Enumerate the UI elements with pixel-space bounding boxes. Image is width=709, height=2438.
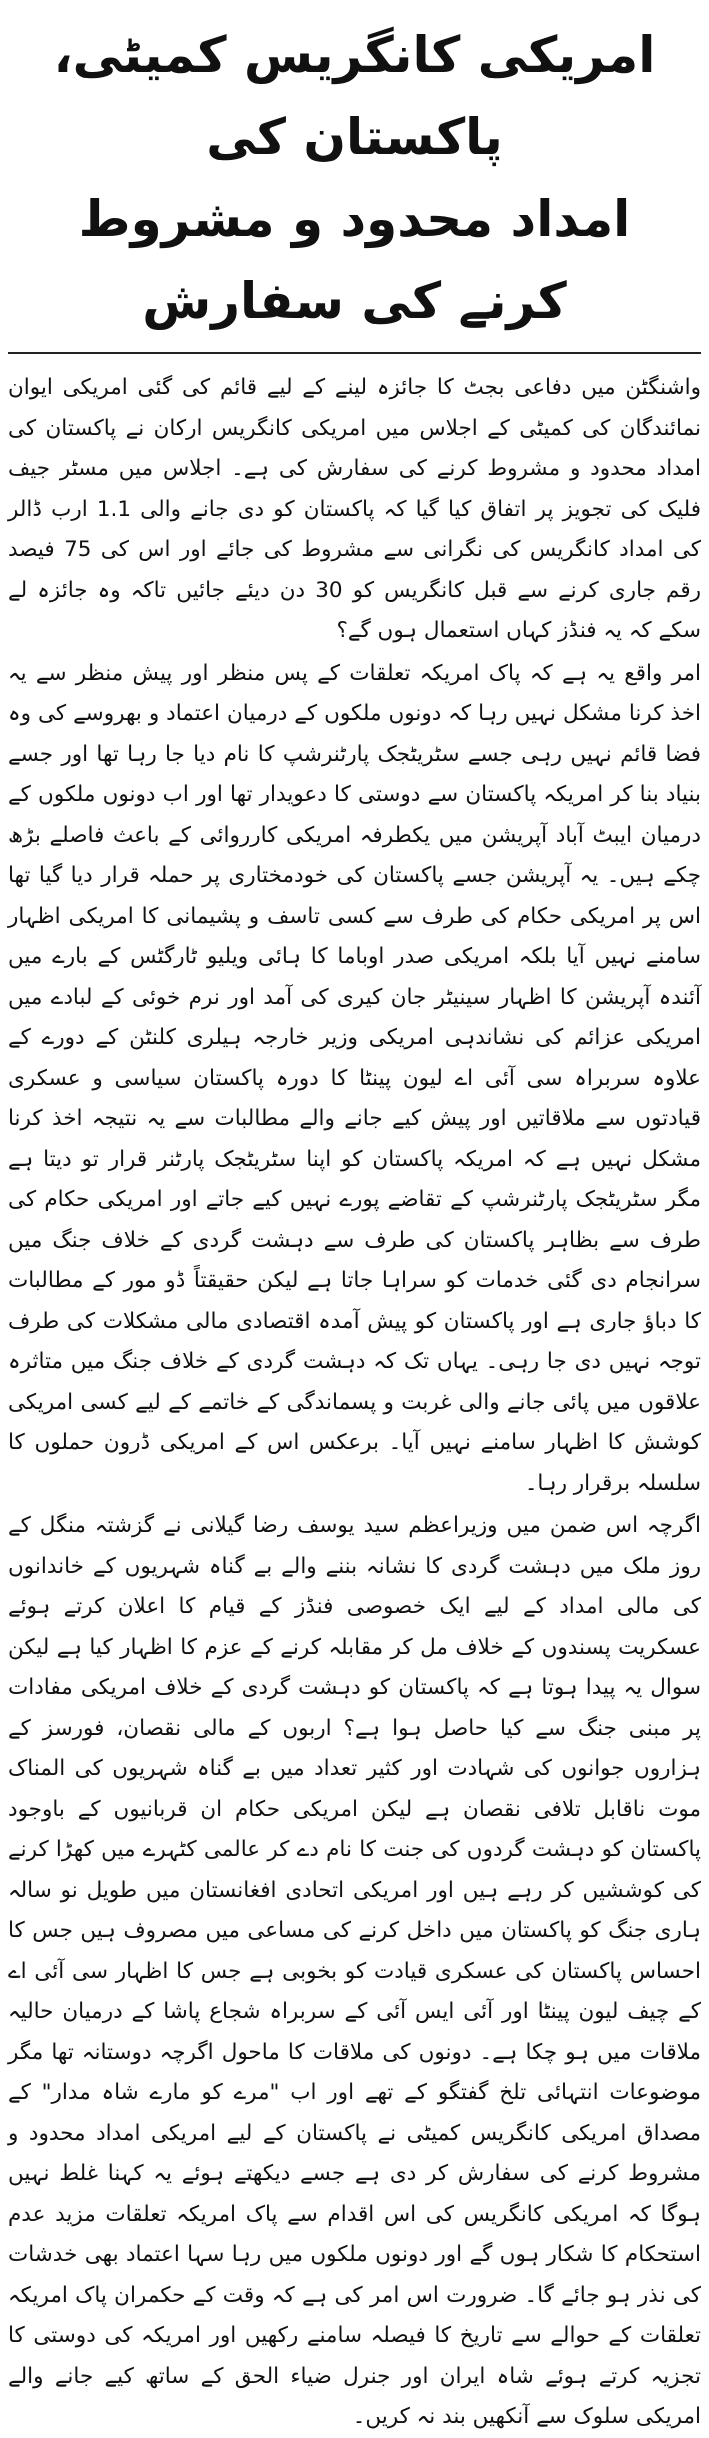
article-body <box>0 354 709 2438</box>
headline-line-2: امداد محدود و مشروط کرنے کی سفارش <box>78 190 631 330</box>
headline-line-1: امریکی کانگریس کمیٹی، پاکستان کی <box>53 26 656 166</box>
article-paragraph-3: اگرچہ اس ضمن میں وزیراعظم سید یوسف رضا گیلانی نے گزشتہ منگل کے روز ملک میں دہشت گردی کا نشانہ بننے والے بے گناہ شہریوں کے خاندانوں کی مالی امداد کے لیے ایک خصوصی فنڈز کے قیام کا اعلان کرتے ہوئے عسکریت پسندوں کے خلاف مل کر مقابلہ کرنے کے عزم کا اظہار کیا ہے لیکن سوال یہ پیدا ہوتا ہے کہ پاکستان کو دہشت گردی کے خلاف امریکی مفادات پر مبنی جنگ سے کیا حاصل ہوا ہے؟ اربوں کے مالی نقصان، فورسز کے ہزاروں جوانوں کی شہادت اور کثیر تعداد میں بے گناہ شہریوں کی المناک موت ناقابل تلافی نقصان ہے لیکن امریکی حکام ان قربانیوں کے باوجود پاکستان کو دہشت گردوں کی جنت کا نام دے کر عالمی کٹہرے میں کھڑا کرنے کی کوششیں کر رہے ہیں اور امریکی اتحادی افغانستان میں طویل نو سالہ ہاری جنگ کو پاکستان میں داخل کرنے کی مساعی میں مصروف ہیں جس کا احساس پاکستان کی عسکری قیادت کو بخوبی ہے جس کا اظہار سی آئی اے کے چیف لیون پینٹا اور آئی ایس آئی کے سربراہ شجاع پاشا کے درمیان حالیہ ملاقات میں ہو چکا ہے۔ دونوں کی ملاقات کا ماحول اگرچہ دوستانہ تھا مگر موضوعات انتہائی تلخ گفتگو کے تھے اور اب "مرے کو مارے شاہ مدار" کے مصداق امریکی کانگریس کمیٹی نے پاکستان کے لیے امریکی امداد محدود و مشروط کرنے کی سفارش کر دی ہے جسے دیکھتے ہوئے یہ کہنا غلط نہیں ہوگا کہ امریکی کانگریس کی اس اقدام سے پاک امریکہ تعلقات مزید عدم استحکام کا شکار ہوں گے اور دونوں ملکوں میں رہا سہا اعتماد بھی خدشات کی نذر ہو جائے گا۔ ضرورت اس امر کی ہے کہ وقت کے حکمران پاک امریکہ تعلقات کے حوالے سے تاریخ کا فیصلہ سامنے رکھیں اور امریکہ کی دوستی کا تجزیہ کرتے ہوئے شاہ ایران اور جنرل ضیاء الحق کے ساتھ کیے جانے والے امریکی سلوک سے آنکھیں بند نہ کریں۔ <box>8 1513 701 2429</box>
article-paragraph-1: واشنگٹن میں دفاعی بجٹ کا جائزہ لینے کے لیے قائم کی گئی امریکی ایوان نمائندگان کی کمیٹی کے اجلاس میں امریکی کانگریس ارکان نے پاکستان کی امداد محدود و مشروط کرنے کی سفارش کی ہے۔ اجلاس میں مسٹر جیف فلیک کی تجویز پر اتفاق کیا گیا کہ پاکستان کو دی جانے والی 1.1 ارب ڈالر کی امداد کانگریس کی نگرانی سے مشروط کی جائے اور اس کی 75 فیصد رقم جاری کرنے سے قبل کانگریس کو 30 دن دیئے جائیں تاکہ وہ جائزہ لے سکے کہ یہ فنڈز کہاں استعمال ہوں گے؟ <box>8 375 701 643</box>
headline <box>0 0 709 342</box>
article-paragraph-2: امر واقع یہ ہے کہ پاک امریکہ تعلقات کے پس منظر اور پیش منظر سے یہ اخذ کرنا مشکل نہیں رہا کہ دونوں ملکوں کے درمیان اعتماد و بھروسے کی وہ فضا قائم نہیں رہی جسے سٹریٹجک پارٹنرشپ کا نام دیا جا رہا تھا اور جسے بنیاد بنا کر امریکہ پاکستان سے دوستی کا دعویدار تھا اور اب دونوں ملکوں کے درمیان ایبٹ آباد آپریشن میں یکطرفہ امریکی کارروائی کے باعث فاصلے بڑھ چکے ہیں۔ یہ آپریشن جسے پاکستان کی خودمختاری پر حملہ قرار دیا گیا تھا اس پر امریکی حکام کی طرف سے کسی تاسف و پشیمانی کا امریکی اظہار سامنے نہیں آیا بلکہ امریکی صدر اوباما کا ہائی ویلیو ٹارگٹس کے بارے میں آئندہ آپریشن کا اظہار سینیٹر جان کیری کی آمد اور نرم خوئی کے لبادے میں امریکی عزائم کی نشاندہی امریکی وزیر خارجہ ہیلری کلنٹن کے دورے کے علاوہ سربراہ سی آئی اے لیون پینٹا کا دورہ پاکستان سیاسی و عسکری قیادتوں سے ملاقاتیں اور پیش کیے جانے والے مطالبات سے یہ نتیجہ اخذ کرنا مشکل نہیں ہے کہ امریکہ پاکستان کو اپنا سٹریٹجک پارٹنر قرار تو دیتا ہے مگر سٹریٹجک پارٹنرشپ کے تقاضے پورے نہیں کیے جاتے اور امریکی حکام کی طرف سے بظاہر پاکستان کی طرف سے دہشت گردی کے خلاف جنگ میں سرانجام دی گئی خدمات کو سراہا جاتا ہے لیکن حقیقتاً ڈو مور کے مطالبات کا دباؤ جاری ہے اور پاکستان کو پیش آمدہ اقتصادی مالی مشکلات کی طرف توجہ نہیں دی جا رہی۔ یہاں تک کہ دہشت گردی کے خلاف جنگ میں متاثرہ علاقوں میں پائی جانے والی غربت و پسماندگی کے خاتمے کے لیے کسی امریکی کوشش کا اظہار سامنے نہیں آیا۔ برعکس اس کے امریکی ڈرون حملوں کا سلسلہ برقرار رہا۔ <box>8 660 701 1496</box>
